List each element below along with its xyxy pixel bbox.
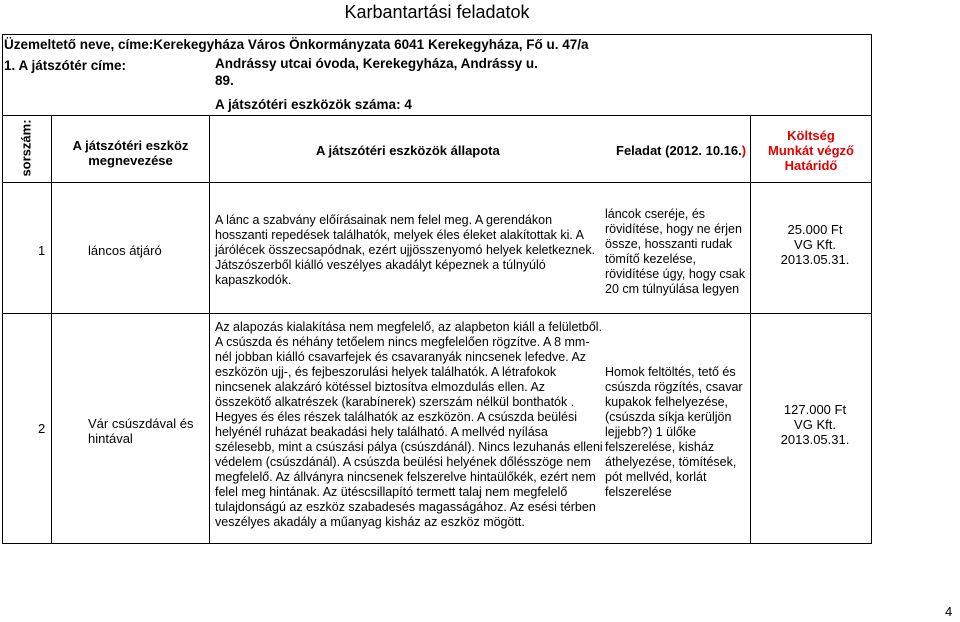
column-header-task — [616, 143, 746, 158]
row-2-name: Vár csúszdával és hintával — [88, 416, 194, 446]
row-1-condition: A lánc a szabvány előírásainak nem felel meg. A gerendákon hosszanti repedések találhatók, melyek éles éleket alakítottak ki. A járólécek összecsapódnak, ezért ujjösszenyomó helyek keletkeznek. Játszószerből kiálló veszélyes akadályt képeznek a túlnyúló kapaszkodók. — [215, 213, 596, 287]
device-count: A játszótéri eszközök száma: 4 — [215, 97, 412, 112]
column-header-name — [52, 138, 209, 168]
header-divider — [2, 115, 872, 116]
row-divider — [2, 313, 872, 314]
address-value — [215, 56, 635, 88]
page-number: 4 — [945, 604, 953, 619]
row-2-cost-block — [751, 402, 879, 447]
row-1-number: 1 — [38, 243, 46, 258]
table-border-bottom — [2, 543, 872, 544]
table-border-top — [2, 34, 872, 35]
operator-line: Üzemeltető neve, címe:Kerekegyháza Város Önkormányzata 6041 Kerekegyháza, Fő u. 47/a — [4, 37, 589, 52]
column-header-cost — [751, 128, 871, 173]
table-border-right — [871, 34, 872, 543]
column-header-condition: A játszótéri eszközök állapota — [316, 143, 500, 158]
address-value-line-1: Andrássy utcai óvoda, Kerekegyháza, Andrássy u. — [215, 56, 538, 71]
row-1-name: láncos átjáró — [88, 243, 162, 258]
row-2-worker: VG Kft. — [794, 417, 836, 432]
column-header-cost-line-1: Költség — [787, 128, 835, 143]
column-header-sorszam: sorszám: — [18, 119, 34, 177]
address-label: 1. A játszótér címe: — [4, 58, 127, 73]
row-2-deadline: 2013.05.31. — [780, 432, 850, 447]
row-2-condition: Az alapozás kialakítása nem megfelelő, az alapbeton kiáll a felületből. A csúszda és néhány tetőelem nincs megfelelően rögzítve. A 8 mm-nél jobban kiálló csavarfejek és csavaranyák nincsenek lefedve. Az eszközön ujj-, és fejbeszorulási helyek találhatók. A létrafokok nincsenek alakzáró kötéssel biztosítva elmozdulás ellen. Az összekötő alkatrészek (karabínerek) szerszám nélkül bonthatók . Hegyes és éles részek találhatók az eszközön. A csúszda beülési helyénél ruházat beakadási hely található. A mellvéd nyílása szélesebb, mint a csúszási pálya (csúszdánál). Nincs lezuhanás elleni védelem (csúszdánál). A csúszda beülési helyének dőlésszöge nem megfelelő. Az állványra nincsenek felszerelve hintaülőkék, ezért nem felel meg hintának. Az ütéscsillapító termett talaj nem megfelelő tulajdonságú az eszköz szabadesés magasságához. Az esési térben veszélyes akadály a műanyag kisház az eszköz mögött. — [215, 320, 603, 529]
column-divider-2 — [209, 115, 210, 543]
column-divider-1 — [51, 115, 52, 543]
row-1-worker: VG Kft. — [794, 237, 836, 252]
row-2-number: 2 — [38, 421, 46, 436]
column-header-bottom — [2, 182, 872, 183]
row-1-cost-block — [751, 222, 879, 267]
column-header-cost-line-3: Határidő — [784, 158, 838, 173]
address-value-line-2: 89. — [215, 73, 234, 88]
column-header-task-text: Feladat (2012. 10.16. — [616, 143, 742, 158]
row-2-task: Homok feltöltés, tető és csúszda rögzítés, csavar kupakok felhelyezése, (csúszda síkja kerüljön lejjebb?) 1 ülőke felszerelése, kisház áthelyezése, tömítések, pót mellvéd, korlát felszerelése — [605, 365, 743, 499]
table-border-left — [2, 34, 3, 543]
row-1-deadline: 2013.05.31. — [780, 252, 850, 267]
column-header-cost-line-2: Munkát végző — [768, 143, 854, 158]
column-header-task-paren: ) — [741, 143, 747, 158]
column-header-name-line-1: A játszótéri eszköz — [72, 138, 189, 153]
row-2-cost: 127.000 Ft — [783, 402, 847, 417]
row-1-task: láncok cseréje, és rövidítése, hogy ne érjen össze, hosszanti rudak tömítő kezelése, rövidítése úgy, hogy csak 20 cm túlnyúlása legyen — [605, 207, 746, 296]
page-title: Karbantartási feladatok — [344, 2, 530, 22]
column-header-name-line-2: megnevezése — [88, 153, 173, 168]
row-1-cost: 25.000 Ft — [787, 222, 843, 237]
